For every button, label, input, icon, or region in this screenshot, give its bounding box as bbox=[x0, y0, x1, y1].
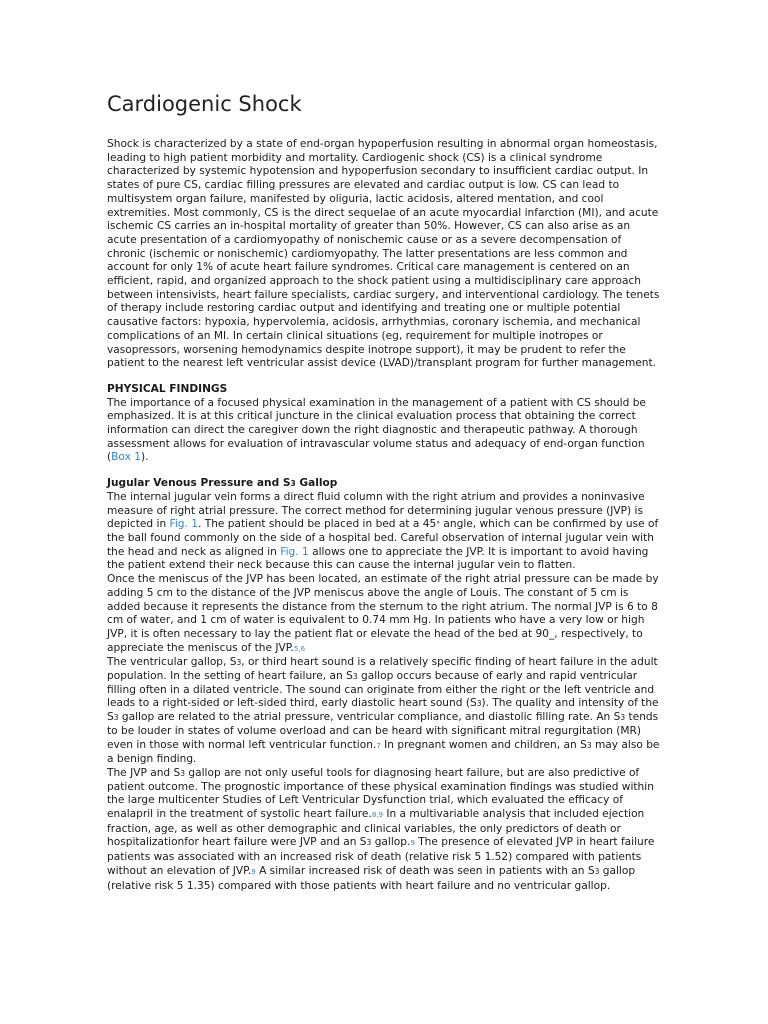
section-heading-physical-findings: PHYSICAL FINDINGS bbox=[107, 382, 228, 395]
jvp-paragraph-3: The ventricular gallop, S3, or third heart sound is a relatively specific finding of heart failure in the adult population. In the setting of heart failure, an S3 gallop occurs because of early and rapid ventricular filling often in a dilated ventricle. The sound can originate from either the right or the left ventricle and leads to a right-sided or left-sided third, early diastolic heart sound (S3). The quality and intensity of the S3 gallop are related to the atrial pressure, ventricular compliance, and diastolic filling rate. An S3 tends to be louder in states of volume overload and can be heard with significant mitral regurgitation (MR) even in those with normal left ventricular function.7 In pregnant women and children, an S3 may also be a benign finding. bbox=[107, 656, 660, 766]
reference-link[interactable]: 9 bbox=[251, 867, 256, 876]
reference-link[interactable]: 5,6 bbox=[293, 644, 306, 653]
jvp-paragraph-1: The internal jugular vein forms a direct fluid column with the right atrium and provides a noninvasive measure of right atrial pressure. The correct method for determining jugular venous pressure (JVP) is depicted in Fig. 1. The patient should be placed in bed at a 45° angle, which can be confirmed by use of the ball found commonly on the side of a hospital bed. Careful observation of internal jugular vein with the head and neck as aligned in Fig. 1 allows one to appreciate the JVP. It is important to avoid having the patient extend their neck because this can cause the internal jugular vein to flatten. bbox=[107, 490, 659, 572]
jvp-paragraph-4: The JVP and S3 gallop are not only useful tools for diagnosing heart failure, but are also predictive of patient outcome. The prognostic importance of these physical examination findings was studied within the large multicenter Studies of Left Ventricular Dysfunction trial, which evaluated the efficacy of enalapril in the treatment of systolic heart failure.8,9 In a multivariable analysis that included ejection fraction, age, as well as other demographic and clinical variables, the only predictors of death or hospitalizationfor heart failure were JVP and an S3 gallop.9 The presence of elevated JVP in heart failure patients was associated with an increased risk of death (relative risk 5 1.52) compared with patients without an elevation of JVP.9 A similar increased risk of death was seen in patients with an S3 gallop (relative risk 5 1.35) compared with those patients with heart failure and no ventricular gallop. bbox=[107, 766, 655, 892]
reference-link[interactable]: 7 bbox=[376, 741, 381, 750]
fig-1-link[interactable]: Fig. 1 bbox=[280, 545, 309, 558]
section-heading-jvp: Jugular Venous Pressure and S3 Gallop bbox=[107, 477, 338, 490]
reference-link[interactable]: 8,9 bbox=[371, 811, 383, 820]
reference-link[interactable]: 9 bbox=[410, 839, 415, 848]
physical-findings-paragraph: The importance of a focused physical examination in the management of a patient with CS should be emphasized. It is at this critical juncture in the clinical evaluation process that obtaining the correct information can direct the caregiver down the right diagnostic and therapeutic pathway. A thorough assessment allows for evaluation of intravascular volume status and adequacy of end-organ function (Box 1). bbox=[107, 396, 646, 464]
intro-paragraph: Shock is characterized by a state of end-organ hypoperfusion resulting in abnormal organ homeostasis, leading to high patient morbidity and mortality. Cardiogenic shock (CS) is a clinical syndrome characterized by systemic hypotension and hypoperfusion secondary to insufficient cardiac output. In states of pure CS, cardiac filling pressures are elevated and cardiac output is low. CS can lead to multisystem organ failure, manifested by oliguria, lactic acidosis, altered mentation, and cool extremities. Most commonly, CS is the direct sequelae of an acute myocardial infarction (MI), and acute ischemic CS carries an in-hospital mortality of greater than 50%. However, CS can also arise as an acute presentation of a cardiomyopathy of nonischemic cause or as a severe decompensation of chronic (ischemic or nonischemic) cardiomyopathy. The latter presentations are less common and account for only 1% of acute heart failure syndromes. Critical care management is centered on an efficient, rapid, and organized approach to the shock patient using a multidisciplinary care approach between intensivists, heart failure specialists, cardiac surgery, and interventional cardiology. The tenets of therapy include restoring cardiac output and identifying and treating one or multiple potential causative factors: hypoxia, hypervolemia, acidosis, arrhythmias, coronary ischemia, and mechanical complications of an MI. In certain clinical situations (eg, requirement for multiple inotropes or vasopressors, worsening hemodynamics despite inotrope support), it may be prudent to refer the patient to the nearest left ventricular assist device (LVAD)/transplant program for further management. bbox=[107, 138, 660, 370]
fig-1-link[interactable]: Fig. 1 bbox=[169, 518, 198, 531]
jvp-paragraph-2: Once the meniscus of the JVP has been located, an estimate of the right atrial pressure can be made by adding 5 cm to the distance of the JVP meniscus above the angle of Louis. The constant of 5 cm is added because it represents the distance from the sternum to the right atrium. The normal JVP is 6 to 8 cm of water, and 1 cm of water is equivalent to 0.74 mm Hg. In patients who have a very low or high JVP, it is often necessary to lay the patient flat or elevate the head of the bed at 90_, respectively, to appreciate the meniscus of the JVP.5,6 bbox=[107, 573, 659, 654]
box-1-link[interactable]: Box 1 bbox=[111, 451, 141, 464]
document-page bbox=[107, 90, 662, 893]
page-title: Cardiogenic Shock bbox=[107, 92, 302, 116]
